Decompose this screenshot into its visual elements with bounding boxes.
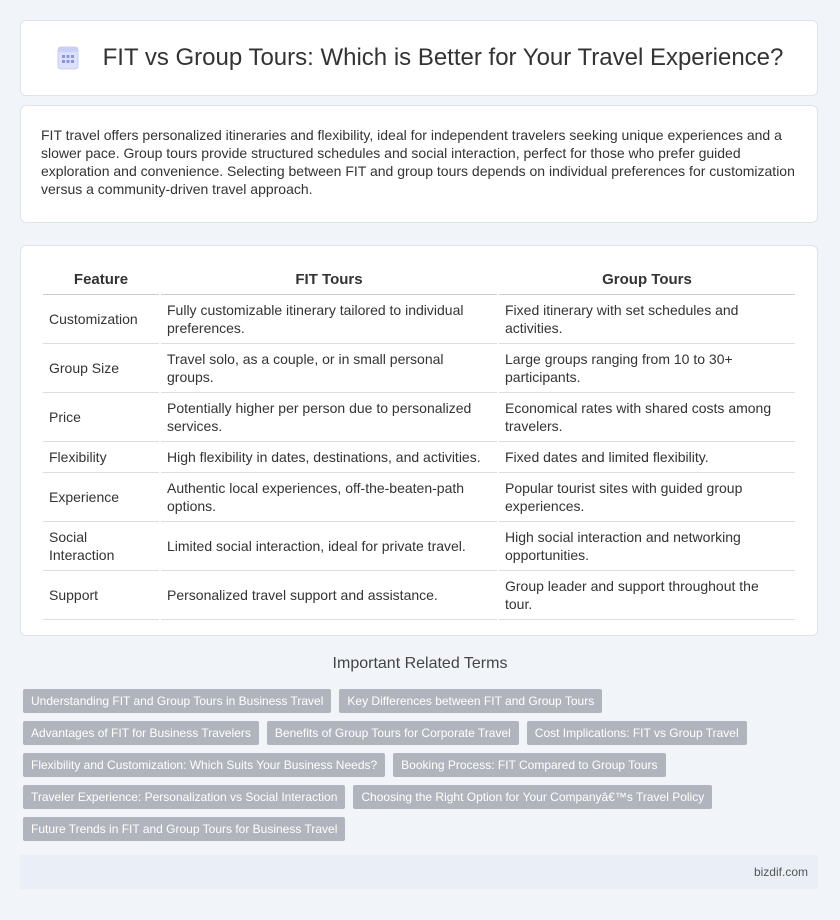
fit-cell: Fully customizable itinerary tailored to individual preferences. xyxy=(161,295,497,344)
fit-cell: Personalized travel support and assistance. xyxy=(161,571,497,620)
feature-cell: Flexibility xyxy=(43,442,159,473)
group-cell: Fixed itinerary with set schedules and activities. xyxy=(499,295,795,344)
intro-text: FIT travel offers personalized itineraries and flexibility, ideal for independent travelers seeking unique experiences and a slower pace. Group tours provide structured schedules and social interaction, perfect for those who prefer guided exploration and convenience. Selecting between FIT and group tours depends on individual preferences for customization versus a community-driven travel approach. xyxy=(41,127,795,197)
feature-cell: Experience xyxy=(43,473,159,522)
feature-cell: Social Interaction xyxy=(43,522,159,571)
comparison-table-card xyxy=(20,245,818,636)
feature-cell: Customization xyxy=(43,295,159,344)
fit-cell: Potentially higher per person due to personalized services. xyxy=(161,393,497,442)
group-cell: High social interaction and networking opportunities. xyxy=(499,522,795,571)
related-term-tag[interactable]: Future Trends in FIT and Group Tours for Business Travel xyxy=(23,817,345,841)
table-header-row xyxy=(43,264,795,295)
column-header-group-tours: Group Tours xyxy=(499,264,795,295)
footer-site-name[interactable]: bizdif.com xyxy=(753,865,808,879)
tag-row xyxy=(23,689,823,713)
related-term-tag[interactable]: Advantages of FIT for Business Travelers xyxy=(23,721,259,745)
related-term-tag[interactable]: Flexibility and Customization: Which Suits Your Business Needs? xyxy=(23,753,385,777)
related-term-tag[interactable]: Understanding FIT and Group Tours in Business Travel xyxy=(23,689,331,713)
related-terms-title: Important Related Terms xyxy=(332,655,508,672)
fit-cell: Authentic local experiences, off-the-beaten-path options. xyxy=(161,473,497,522)
group-cell: Fixed dates and limited flexibility. xyxy=(499,442,795,473)
fit-cell: High flexibility in dates, destinations, and activities. xyxy=(161,442,497,473)
group-cell: Economical rates with shared costs among travelers. xyxy=(499,393,795,442)
table-row xyxy=(43,571,795,620)
related-term-tag[interactable]: Cost Implications: FIT vs Group Travel xyxy=(527,721,747,745)
title-wrap xyxy=(55,44,784,72)
related-term-tag[interactable]: Key Differences between FIT and Group Tours xyxy=(339,689,602,713)
table-row xyxy=(43,393,795,442)
feature-cell: Price xyxy=(43,393,159,442)
fit-cell: Limited social interaction, ideal for private travel. xyxy=(161,522,497,571)
table-row xyxy=(43,473,795,522)
feature-cell: Support xyxy=(43,571,159,620)
group-cell: Popular tourist sites with guided group experiences. xyxy=(499,473,795,522)
tag-row xyxy=(23,785,823,809)
document-icon xyxy=(55,45,81,71)
fit-cell: Travel solo, as a couple, or in small personal groups. xyxy=(161,344,497,393)
related-term-tag[interactable]: Traveler Experience: Personalization vs Social Interaction xyxy=(23,785,345,809)
table-row xyxy=(43,295,795,344)
group-cell: Group leader and support throughout the tour. xyxy=(499,571,795,620)
related-term-tag[interactable]: Choosing the Right Option for Your Companyâ€™s Travel Policy xyxy=(353,785,712,809)
column-header-feature: Feature xyxy=(43,264,159,295)
column-header-fit-tours: FIT Tours xyxy=(161,264,497,295)
tag-row xyxy=(23,753,823,777)
related-term-tag[interactable]: Benefits of Group Tours for Corporate Travel xyxy=(267,721,519,745)
footer-bar xyxy=(20,855,818,889)
comparison-table xyxy=(41,264,797,620)
table-row xyxy=(43,344,795,393)
header-card xyxy=(20,20,818,96)
table-row xyxy=(43,442,795,473)
group-cell: Large groups ranging from 10 to 30+ participants. xyxy=(499,344,795,393)
related-term-tag[interactable]: Booking Process: FIT Compared to Group Tours xyxy=(393,753,665,777)
tag-row xyxy=(23,817,823,841)
intro-card xyxy=(20,105,818,223)
table-row xyxy=(43,522,795,571)
tag-row xyxy=(23,721,823,745)
feature-cell: Group Size xyxy=(43,344,159,393)
page-title: FIT vs Group Tours: Which is Better for Your Travel Experience? xyxy=(102,44,784,71)
related-terms-list xyxy=(23,689,823,849)
